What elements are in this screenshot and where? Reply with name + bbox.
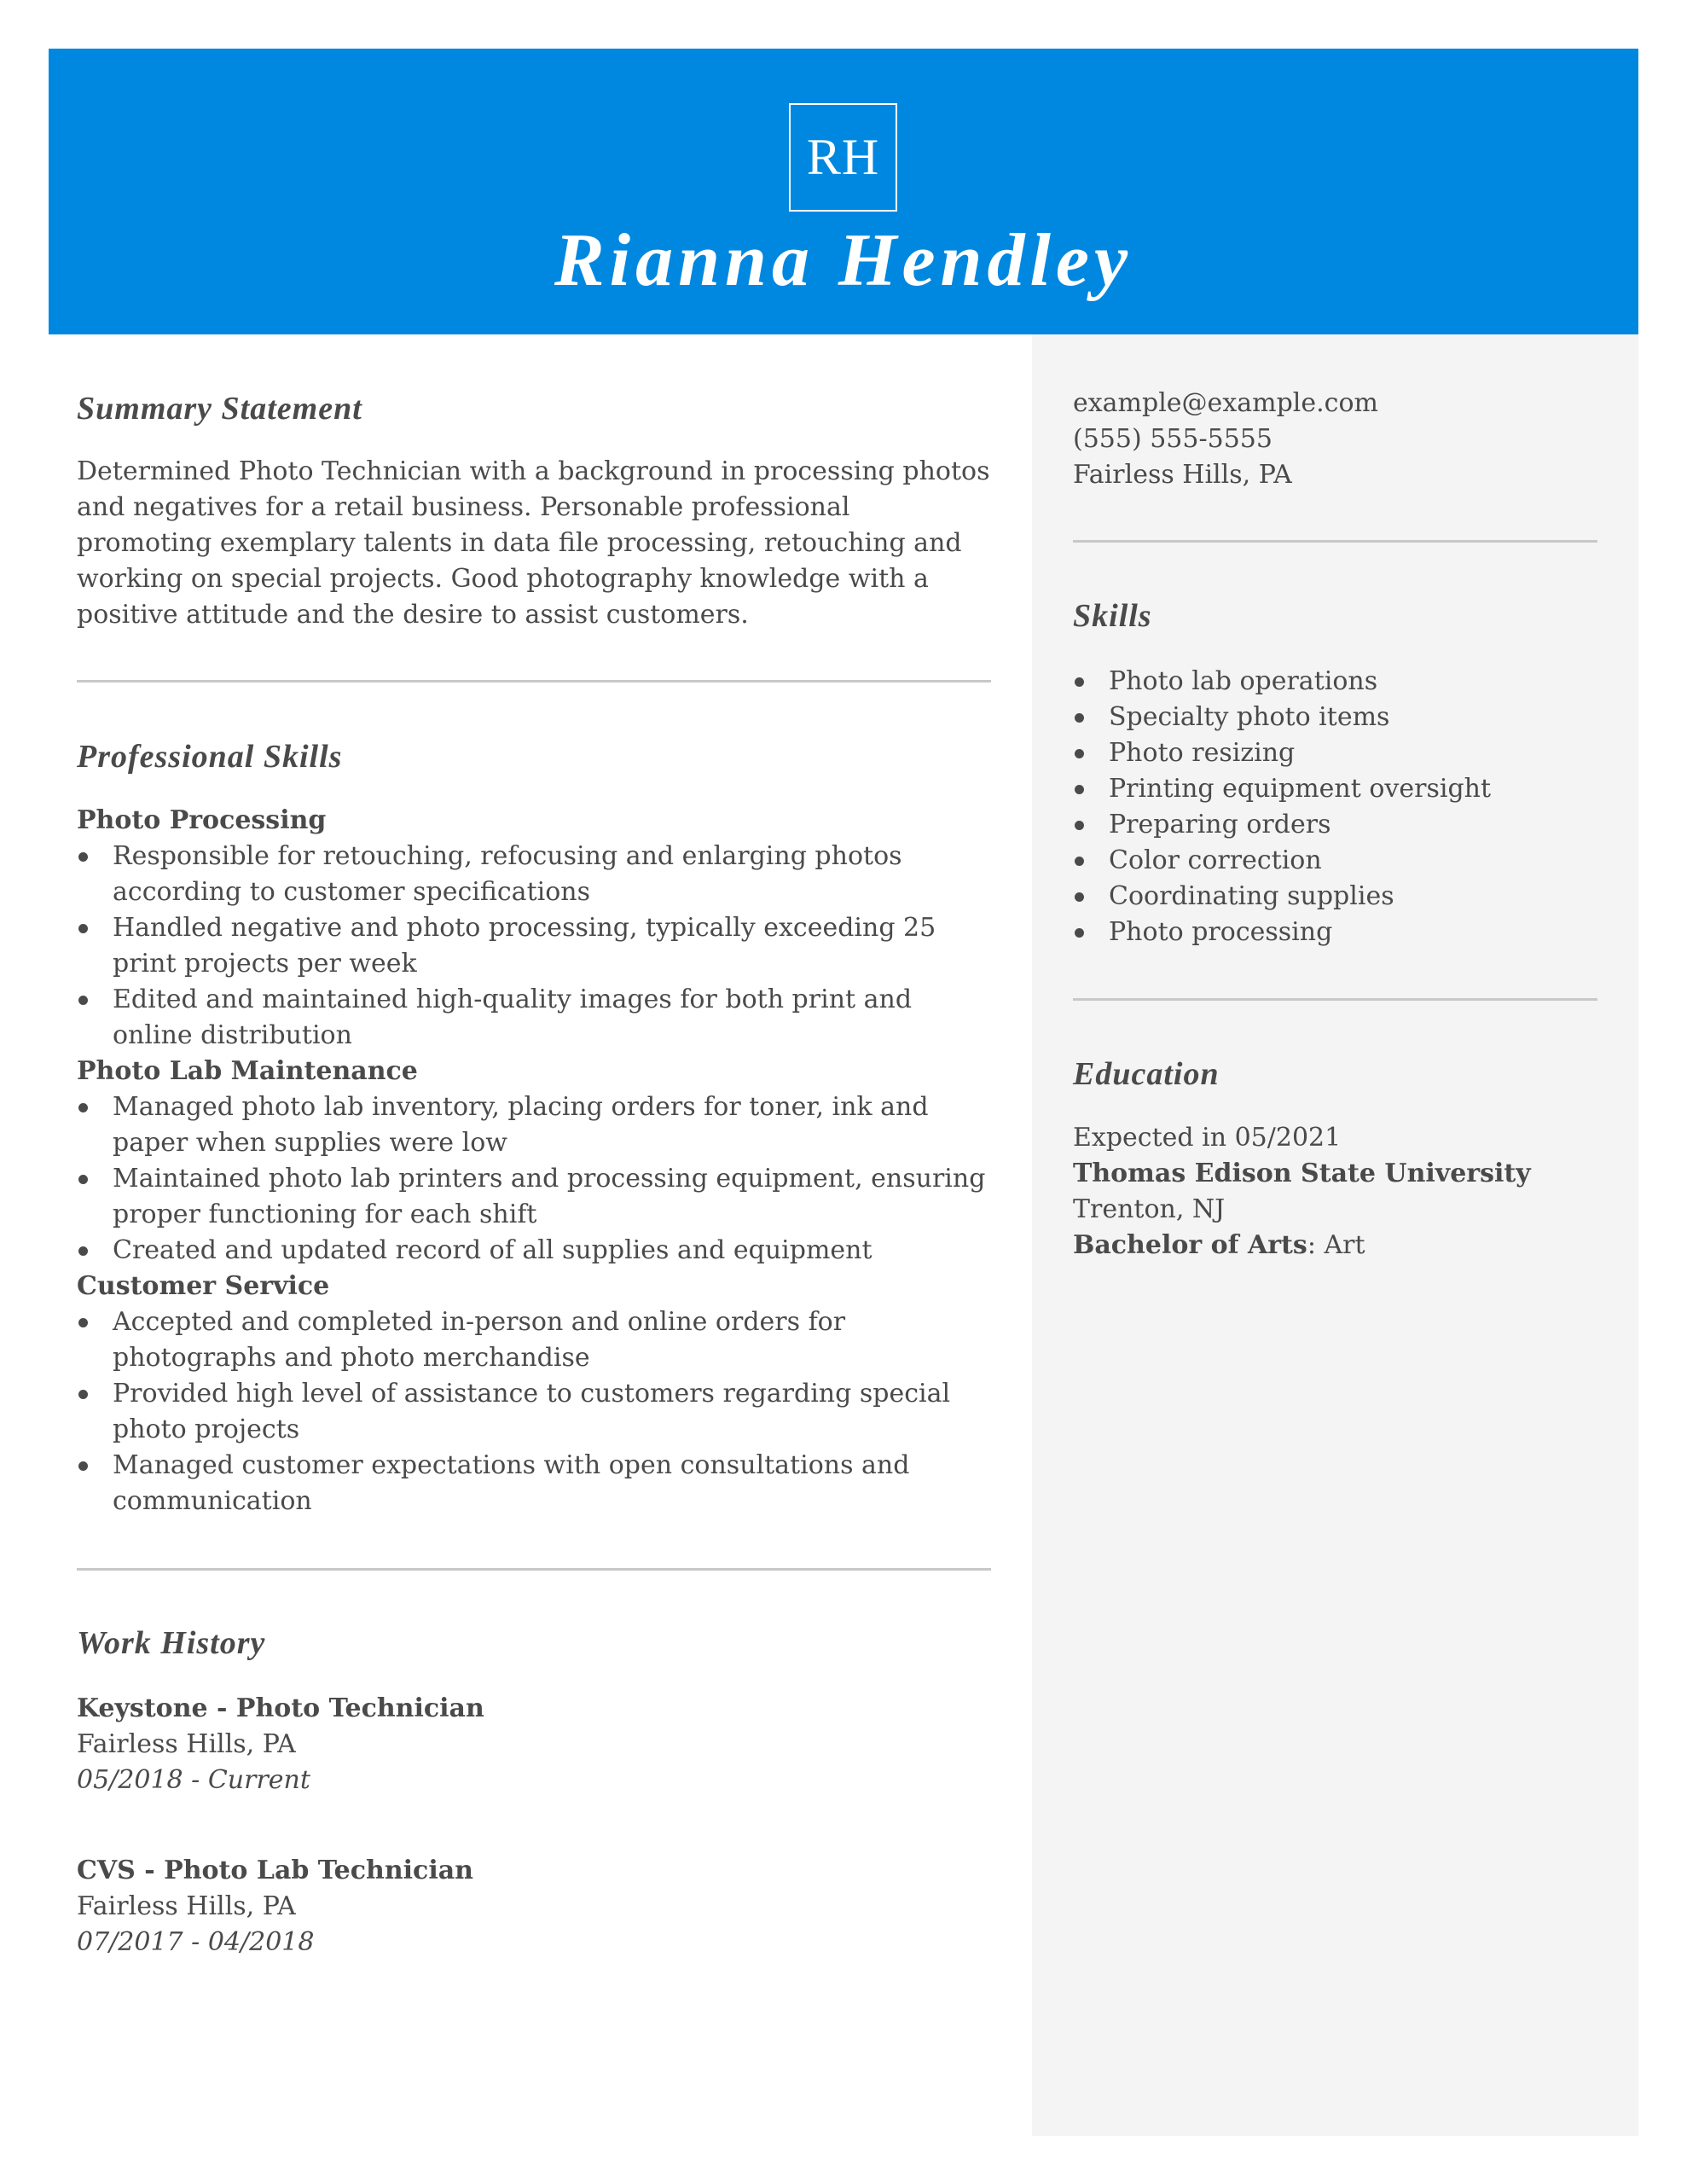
list-item [1073,879,1597,915]
list-item [77,982,991,1054]
contact-block [1073,386,1597,493]
bullet-icon [1075,892,1084,902]
divider-professional-skills [77,1568,991,1571]
contact-location: Fairless Hills, PA [1073,460,1292,490]
list-item-text: Accepted and completed in-person and online orders for photographs and photo merchandise [113,1307,846,1373]
job-title: Keystone - Photo Technician [77,1693,484,1723]
list-item [1073,915,1597,950]
job-location: Fairless Hills, PA [77,1891,296,1921]
job-dates: 05/2018 - Current [77,1765,310,1795]
list-item [77,1089,991,1161]
bullet-icon [1075,677,1084,687]
contact-phone: (555) 555-5555 [1073,424,1272,454]
candidate-name: Rianna Hendley [554,219,1133,302]
professional-skills-list [77,803,991,1519]
job-dates: 07/2017 - 04/2018 [77,1927,315,1957]
education-separator: : [1307,1230,1316,1260]
list-item [1073,807,1597,843]
bullet-icon [1075,713,1084,723]
bullet-icon [78,996,88,1005]
bullet-icon [78,1461,88,1471]
bullet-icon [1075,821,1084,830]
education-title: Education [1073,1056,1220,1092]
list-item-text: Specialty photo items [1109,702,1390,732]
list-item-text: Photo lab operations [1109,666,1378,696]
summary-text: Determined Photo Technician with a background in processing photos and negatives for a retail business. Personable professional promoting exemplary talents in data file processing, retouching and working on special projects. Good photography knowledge with a positive attitude and the desire to assist customers. [77,456,990,630]
divider-contact [1073,540,1597,543]
bullet-icon [78,924,88,933]
list-item [1073,771,1597,807]
list-item-text: Handled negative and photo processing, typically exceeding 25 print projects per week [113,913,936,979]
bullet-icon [78,852,88,862]
work-history-title: Work History [77,1625,266,1661]
list-item-text: Color correction [1109,845,1322,875]
bullet-icon [1075,928,1084,938]
skill-group-list [77,1304,991,1519]
job-location: Fairless Hills, PA [77,1729,296,1759]
list-item-text: Coordinating supplies [1109,881,1394,911]
list-item-text: Edited and maintained high-quality images for both print and online distribution [113,985,913,1050]
list-item [1073,664,1597,700]
list-item-text: Photo resizing [1109,738,1296,768]
list-item-text: Printing equipment oversight [1109,774,1492,804]
list-item [77,1376,991,1448]
bullet-icon [78,1318,88,1327]
list-item [77,1233,991,1269]
list-item [77,839,991,910]
list-item [77,1304,991,1376]
list-item [77,910,991,982]
contact-email: example@example.com [1073,388,1378,418]
list-item-text: Maintained photo lab printers and processing equipment, ensuring proper functioning for each shift [113,1164,986,1229]
bullet-icon [78,1246,88,1256]
job-title: CVS - Photo Lab Technician [77,1856,473,1885]
bullet-icon [78,1103,88,1112]
list-item-text: Responsible for retouching, refocusing and enlarging photos according to customer specifications [113,841,902,907]
skills-title: Skills [1073,598,1152,634]
list-item-text: Managed photo lab inventory, placing orders for toner, ink and paper when supplies were low [113,1092,929,1158]
bullet-icon [1075,749,1084,758]
skill-group-heading: Photo Processing [77,805,327,835]
education-school: Thomas Edison State University [1073,1159,1531,1188]
job-entry [77,1853,991,1960]
monogram-logo: RH [789,103,897,212]
list-item-text: Created and updated record of all supplies and equipment [113,1235,872,1265]
bullet-icon [1075,857,1084,866]
list-item-text: Managed customer expectations with open consultations and communication [113,1450,910,1516]
list-item-text: Preparing orders [1109,810,1331,839]
list-item-text: Photo processing [1109,917,1333,947]
bullet-icon [78,1390,88,1399]
professional-skills-title: Professional Skills [77,739,343,775]
education-degree: Bachelor of Arts [1073,1230,1307,1260]
divider-summary [77,680,991,682]
list-item [1073,735,1597,771]
job-entry [77,1691,991,1798]
skill-group-heading: Photo Lab Maintenance [77,1056,418,1086]
bullet-icon [1075,785,1084,794]
skill-group-list [77,1089,991,1269]
list-item [1073,843,1597,879]
education-degree-line [1073,1228,1597,1263]
skill-group-list [77,839,991,1054]
list-item [77,1161,991,1233]
education-block [1073,1120,1597,1263]
list-item [77,1448,991,1519]
summary-title: Summary Statement [77,391,362,427]
list-item-text: Provided high level of assistance to customers regarding special photo projects [113,1379,951,1444]
divider-skills [1073,998,1597,1001]
list-item [1073,700,1597,735]
education-field: Art [1315,1230,1365,1260]
education-date: Expected in 05/2021 [1073,1123,1342,1153]
education-location: Trenton, NJ [1073,1194,1226,1224]
skill-group-heading: Customer Service [77,1271,330,1301]
bullet-icon [78,1175,88,1184]
skills-list [1073,664,1597,950]
